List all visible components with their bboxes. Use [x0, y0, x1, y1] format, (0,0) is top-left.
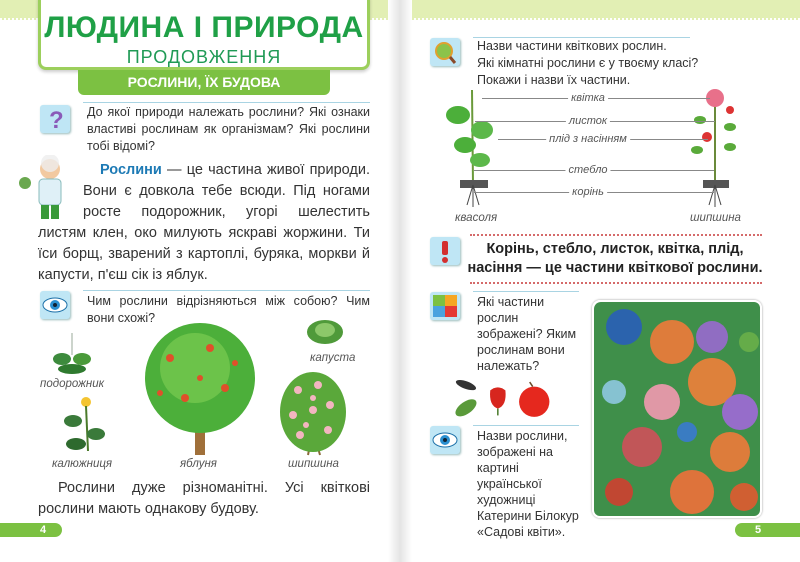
- divider: [83, 102, 370, 103]
- task-line-1: Назви частини квіткових рослин.: [477, 39, 667, 53]
- plantain-illustration: [50, 331, 95, 376]
- label-bean: квасоля: [455, 212, 498, 224]
- task-line-2: Які кімнатні рослини є у твоєму класі?: [477, 56, 699, 70]
- apple: [519, 387, 549, 417]
- part-label-fruit: плід з насінням: [546, 133, 630, 145]
- chapter-title-box: [38, 0, 370, 70]
- intro-question: До якої природи належать рослини? Які ознаки властиві рослинам як організмам? Які рослини тобі відомі?: [87, 105, 370, 153]
- puzzle-icon: [430, 292, 460, 320]
- label-plantain: подорожник: [40, 378, 105, 390]
- oak-leaf: [453, 396, 480, 420]
- page-number-right: 5: [735, 523, 800, 537]
- chapter-subtitle: ПРОДОВЖЕННЯ: [126, 47, 282, 67]
- label-cabbage: капуста: [310, 352, 356, 364]
- tulip: [490, 387, 506, 408]
- conclusion-paragraph: [38, 478, 370, 520]
- book-gutter: [388, 0, 412, 562]
- divider: [473, 425, 579, 426]
- eye-icon: [40, 291, 70, 319]
- key-fact-line-1: Корінь, стебло, листок, квітка, плід,: [486, 241, 744, 257]
- svg-text:?: ?: [49, 107, 64, 133]
- part-label-stem: стебло: [565, 164, 610, 176]
- term-plants: Рослини: [100, 162, 162, 178]
- topic-title: РОСЛИНИ, ЇХ БУДОВА: [78, 70, 330, 95]
- observe-question: Чим рослини відрізняються між собою? Чим вони схожі?: [87, 294, 370, 325]
- illustration-spacer: [38, 160, 83, 223]
- part-label-leaf: листок: [566, 115, 610, 127]
- sunflower-seed: [455, 379, 478, 392]
- plants-paragraph: [38, 160, 370, 286]
- chapter-title: ЛЮДИНА І ПРИРОДА: [44, 11, 364, 44]
- key-fact-line-2: насіння — це частини квіткової рослини.: [467, 260, 763, 276]
- puzzle-question: Які частини рослин зображені? Яким рослинам вони належать?: [477, 295, 577, 373]
- dotted-divider: [470, 282, 762, 284]
- cabbage-illustration: [305, 318, 345, 346]
- label-apple-tree: яблуня: [180, 458, 217, 470]
- apple-tree-illustration: [140, 318, 260, 456]
- task-line-3: Покажи і назви їх частини.: [477, 73, 631, 87]
- page-number-left: 4: [0, 523, 62, 537]
- painting-task: Назви рослини, зображені на картині української художниці Катерини Білокур «Садові квіти».: [477, 429, 579, 539]
- magnifier-icon: [430, 38, 460, 66]
- marsh-marigold-illustration: [58, 396, 108, 454]
- eye-icon: [430, 426, 460, 454]
- label-marsh-marigold: калюжниця: [52, 458, 113, 470]
- label-rosehip: шипшина: [288, 458, 339, 470]
- conclusion-text: Рослини дуже різноманітні. Усі квіткові рослини мають однакову будову.: [38, 480, 370, 517]
- question-icon: [40, 105, 70, 133]
- rosehip-bush-illustration: [278, 370, 348, 456]
- divider: [473, 291, 579, 292]
- plant-parts-illustration: [432, 379, 572, 423]
- divider: [83, 290, 370, 291]
- dotted-divider: [470, 234, 762, 236]
- paragraph-text: — це частина живої природи. Вони є довкола тебе всюди. Під ногами росте подорожник, угорі шелестить листям клен, око милують яскраві жоржини. Ти їси борщ, зварений з картоплі, буряка, моркви й капусти, п'єш сік із яблук.: [38, 162, 370, 283]
- part-label-flower: квітка: [568, 92, 608, 104]
- top-band-right: [410, 0, 800, 20]
- label-rosehip-right: шипшина: [690, 212, 741, 224]
- part-label-root: корінь: [569, 186, 607, 198]
- painting-garden-flowers: [592, 300, 762, 518]
